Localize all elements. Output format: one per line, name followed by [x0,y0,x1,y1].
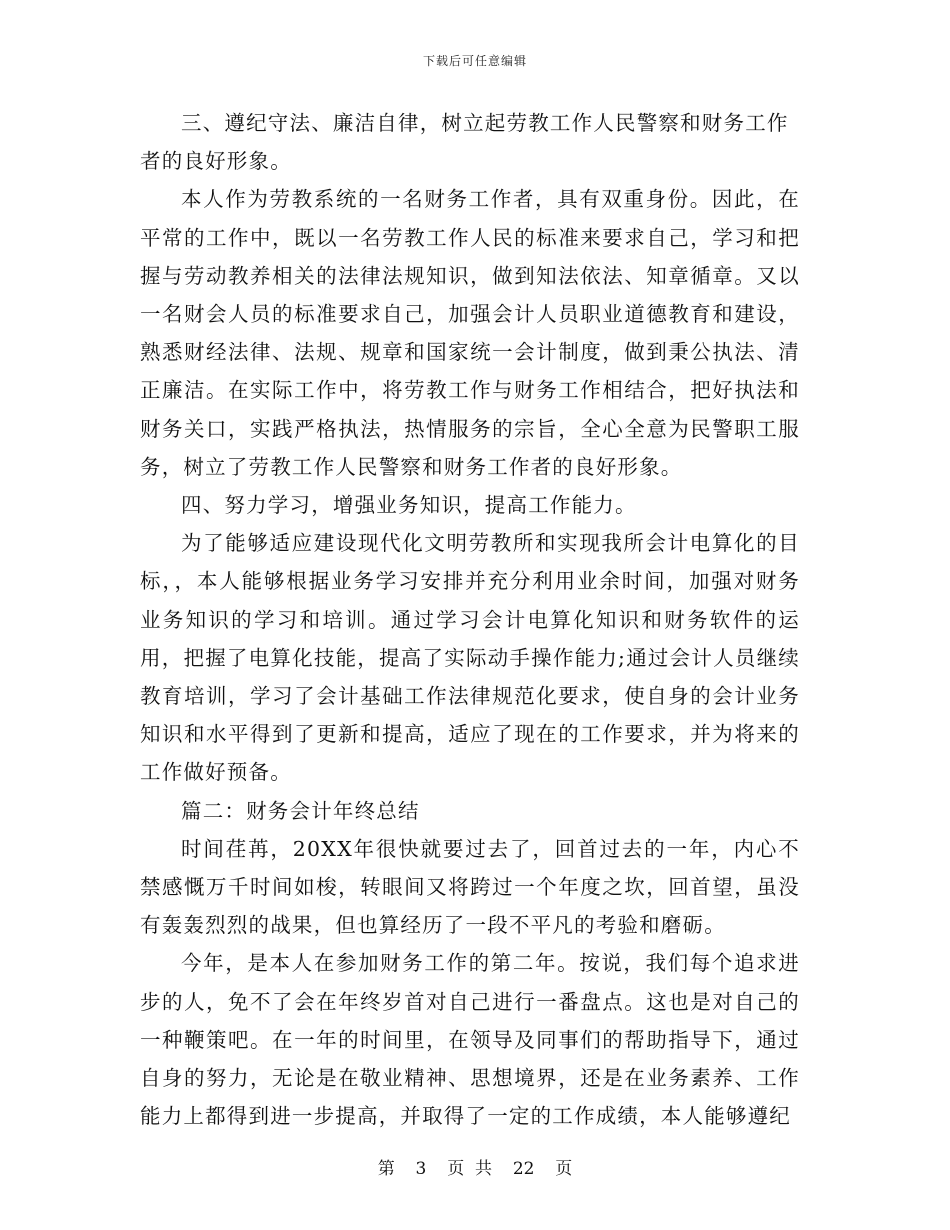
footer-page-number: 3 [415,1159,427,1179]
document-body [140,104,800,1135]
footer-prefix: 第 [377,1159,395,1179]
page-footer [0,1154,950,1179]
footer-total-pages: 22 [512,1159,535,1179]
section-heading: 四、努力学习，增强业务知识，提高工作能力。 [181,493,637,518]
footer-middle: 页 共 [447,1159,492,1179]
section-heading: 三、遵纪守法、廉洁自律，树立起劳教工作人民警察和财务工作者的良好形象。 [140,111,789,174]
body-paragraph: 今年，是本人在参加财务工作的第二年。按说，我们每个追求进步的人，免不了会在年终岁首对自己进行一番盘点。这也是对自己的一种鞭策吧。在一年的时间里，在领导及同事们的帮助指导下，通过自身的努力，无论是在敬业精神、思想境界，还是在业务素养、工作能力上都得到进一步提高，并取得了一定的工作成绩，本人能够遵纪 [140,951,800,1129]
footer-suffix: 页 [555,1159,573,1179]
article-title: 篇二：财务会计年终总结 [181,798,420,823]
page-header-note: 下载后可任意编辑 [422,54,527,68]
body-paragraph: 为了能够适应建设现代化文明劳教所和实现我所会计电算化的目标，，本人能够根据业务学习安排并充分利用业余时间，加强对财务业务知识的学习和培训。通过学习会计电算化知识和财务软件的运用，把握了电算化技能，提高了实际动手操作能力;通过会计人员继续教育培训，学习了会计基础工作法律规范化要求，使自身的会计业务知识和水平得到了更新和提高，适应了现在的工作要求，并为将来的工作做好预备。 [140,531,800,785]
body-paragraph: 时间荏苒，20XX年很快就要过去了，回首过去的一年，内心不禁感慨万千时间如梭，转眼间又将跨过一个年度之坎，回首望，虽没有轰轰烈烈的战果，但也算经历了一段不平凡的考验和磨砺。 [140,836,800,938]
body-paragraph: 本人作为劳教系统的一名财务工作者，具有双重身份。因此，在平常的工作中，既以一名劳教工作人民的标准来要求自己，学习和把握与劳动教养相关的法律法规知识，做到知法依法、知章循章。又以一名财会人员的标准要求自己，加强会计人员职业道德教育和建设，熟悉财经法律、法规、规章和国家统一会计制度，做到秉公执法、清正廉洁。在实际工作中，将劳教工作与财务工作相结合，把好执法和财务关口，实践严格执法，热情服务的宗旨，全心全意为民警职工服务，树立了劳教工作人民警察和财务工作者的良好形象。 [140,187,800,479]
